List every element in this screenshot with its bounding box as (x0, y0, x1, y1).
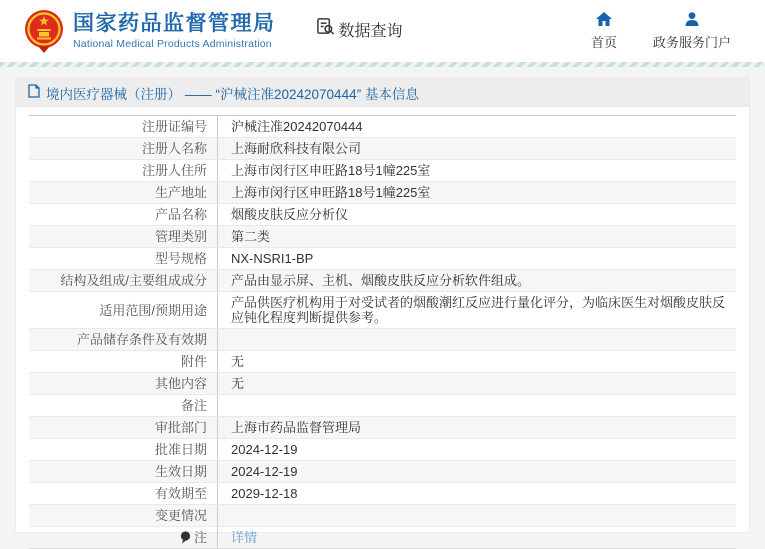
table-row (29, 225, 736, 247)
row-label: 管理类别 (154, 229, 207, 244)
row-label: 批准日期 (154, 442, 207, 457)
content-panel (15, 77, 750, 545)
home-icon (596, 12, 612, 29)
row-label: 其他内容 (154, 376, 207, 391)
row-value: 无 (231, 376, 245, 391)
row-value: 第二类 (231, 229, 271, 244)
national-emblem-logo (24, 9, 64, 53)
breadcrumb (16, 78, 749, 107)
table-row (29, 416, 736, 438)
table-row (29, 247, 736, 269)
row-label: 变更情况 (154, 508, 207, 523)
data-query-button[interactable] (316, 17, 403, 41)
data-query-label: 数据查询 (338, 22, 403, 40)
row-value: 上海耐欣科技有限公司 (231, 141, 362, 156)
table-row (29, 482, 736, 504)
info-table (29, 115, 736, 549)
table-row (29, 291, 736, 328)
table-row (29, 350, 736, 372)
row-value: 产品供医疗机构用于对受试者的烟酸潮红反应进行量化评分，为临床医生对烟酸皮肤反应钝化程度判断提供参考。 (231, 295, 726, 325)
row-label: 生产地址 (154, 185, 207, 200)
row-label: 附件 (180, 354, 207, 369)
row-label: 型号规格 (154, 251, 207, 266)
table-row (29, 137, 736, 159)
table-row (29, 438, 736, 460)
row-label: 有效期至 (154, 486, 207, 501)
table-row (29, 394, 736, 416)
row-label: 产品名称 (154, 207, 207, 222)
user-icon (684, 12, 700, 29)
table-row (29, 181, 736, 203)
nav-home[interactable] (591, 12, 617, 51)
document-icon (28, 84, 40, 101)
site-subtitle: National Medical Products Administration (73, 38, 272, 50)
site-header (0, 0, 765, 62)
row-label: 注 (193, 530, 207, 545)
top-nav (591, 12, 747, 51)
table-row (29, 269, 736, 291)
row-value: 沪械注准20242070444 (231, 119, 363, 134)
row-value: 2024-12-19 (231, 442, 298, 457)
table-row (29, 116, 736, 137)
row-label: 产品储存条件及有效期 (76, 332, 207, 347)
nav-gov-portal[interactable] (653, 12, 731, 51)
site-title-block (73, 12, 276, 50)
row-value: 上海市闵行区申旺路18号1幢225室 (231, 185, 431, 200)
table-row (29, 504, 736, 526)
row-label: 注册证编号 (141, 119, 207, 134)
table-row (29, 372, 736, 394)
row-label: 注册人名称 (141, 141, 207, 156)
row-label: 结构及组成/主要组成成分 (60, 273, 207, 288)
detail-link[interactable]: 详情 (231, 530, 258, 545)
nav-gov-portal-label: 政务服务门户 (652, 34, 731, 50)
site-title: 国家药品监督管理局 (73, 12, 276, 35)
row-value: 上海市药品监督管理局 (231, 420, 362, 435)
document-search-icon (316, 17, 335, 41)
table-row (29, 203, 736, 225)
row-label: 注册人住所 (141, 163, 207, 178)
row-value: 2029-12-18 (231, 486, 298, 501)
table-row (29, 159, 736, 181)
row-value: 产品由显示屏、主机、烟酸皮肤反应分析软件组成。 (231, 273, 531, 288)
header-divider-band (0, 62, 765, 67)
row-value: 上海市闵行区申旺路18号1幢225室 (231, 163, 431, 178)
table-row (29, 460, 736, 482)
row-value: NX-NSRI1-BP (231, 251, 314, 266)
row-label: 审批部门 (154, 420, 207, 435)
row-value: 2024-12-19 (231, 464, 298, 479)
row-value: 烟酸皮肤反应分析仪 (231, 207, 349, 222)
table-row (29, 328, 736, 350)
note-icon (180, 531, 191, 544)
row-label: 备注 (180, 398, 207, 413)
nav-home-label: 首页 (590, 34, 617, 50)
row-label: 适用范围/预期用途 (99, 302, 207, 318)
table-row (29, 526, 736, 548)
breadcrumb-text: 境内医疗器械（注册） —— “沪械注准20242070444” 基本信息 (46, 86, 419, 102)
row-value: 无 (231, 354, 245, 369)
row-label: 生效日期 (154, 464, 207, 479)
